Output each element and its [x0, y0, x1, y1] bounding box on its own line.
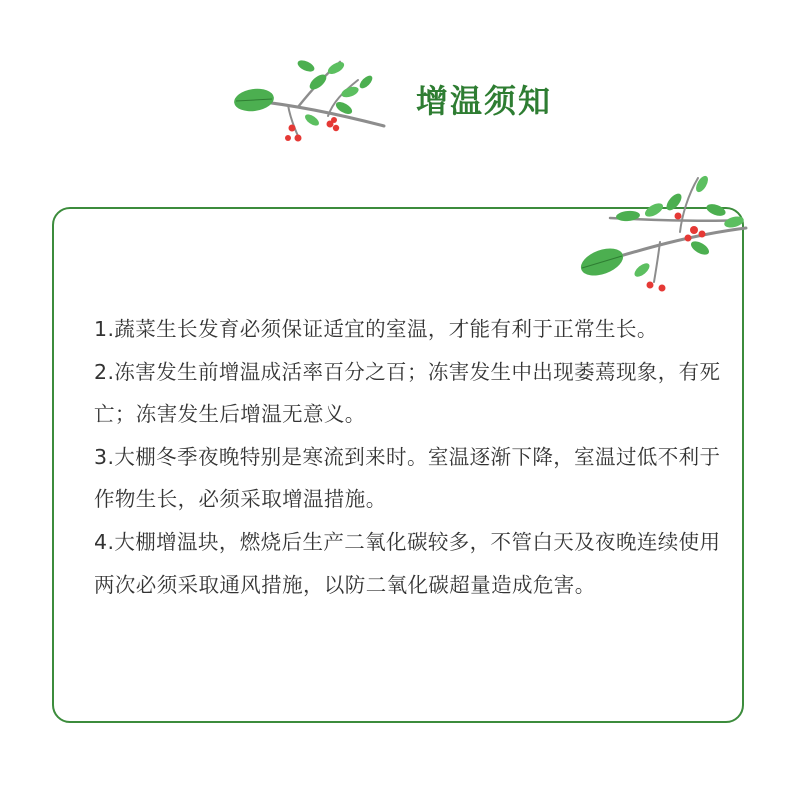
note-item: 2.冻害发生前增温成活率百分之百；冻害发生中出现萎蔫现象，有死亡；冻害发生后增温无意义。	[94, 359, 721, 427]
note-item: 1.蔬菜生长发育必须保证适宜的室温，才能有利于正常生长。	[94, 317, 658, 341]
note-item: 3.大棚冬季夜晚特别是寒流到来时。室温逐渐下降，室温过低不利于作物生长，必须采取增温措施。	[94, 444, 721, 512]
branch-with-berries-icon	[228, 52, 388, 152]
branch-with-berries-icon	[570, 170, 750, 295]
note-item: 4.大棚增温块，燃烧后生产二氧化碳较多，不管白天及夜晚连续使用两次必须采取通风措施，以防二氧化碳超量造成危害。	[94, 529, 721, 597]
notes-list	[94, 308, 724, 606]
page-title: 增温须知	[416, 82, 553, 120]
